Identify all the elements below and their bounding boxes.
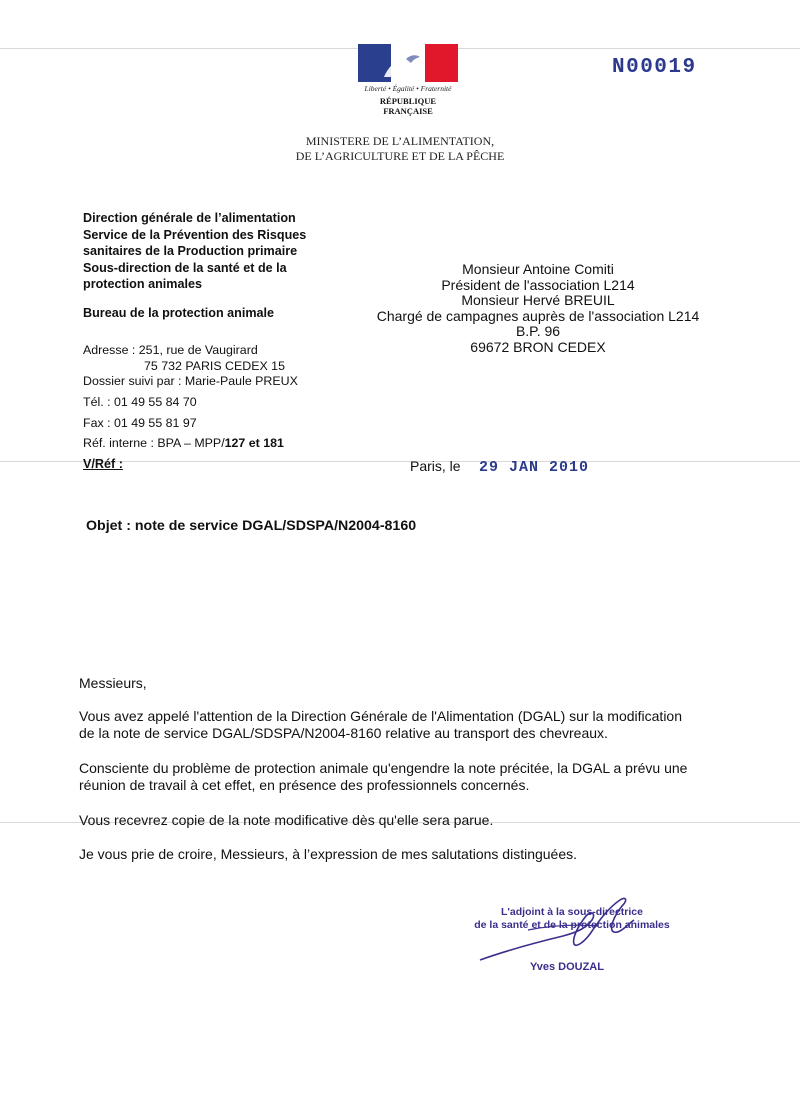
ministry-line: DE L’AGRICULTURE ET DE LA PÊCHE: [295, 149, 505, 163]
sender-line: Direction générale de l’alimentation: [83, 211, 296, 225]
ministry-name: [200, 134, 600, 164]
internal-reference-prefix: Réf. interne : BPA – MPP/: [83, 436, 225, 450]
sender-address-city: 75 732 PARIS CEDEX 15: [144, 359, 285, 373]
internal-reference: [83, 436, 284, 451]
republic-name: RÉPUBLIQUE FRANÇAISE: [379, 96, 437, 116]
recipient-line: Monsieur Antoine Comiti: [462, 261, 614, 277]
signatory-title-line: L'adjoint à la sous-directrice: [501, 906, 643, 918]
your-reference: V/Réf :: [83, 457, 123, 471]
phone-number: Tél. : 01 49 55 84 70: [83, 395, 197, 409]
sender-department: [83, 210, 353, 293]
marianne-logo: [356, 44, 460, 116]
body-line: de la note de service DGAL/SDSPA/N2004-8160 relative au transport des chevreaux.: [79, 724, 608, 741]
body-line: Consciente du problème de protection animale qu'engendre la note précitée, la DGAL a prévu une: [79, 760, 688, 776]
body-paragraph: [79, 708, 739, 741]
recipient-line: Chargé de campagnes auprès de l'association L214: [376, 307, 700, 324]
sender-line: Service de la Prévention des Risques: [83, 227, 307, 242]
fax-number: Fax : 01 49 55 81 97: [83, 416, 197, 430]
recipient-address: [360, 262, 716, 355]
recipient-line: Monsieur Hervé BREUIL: [461, 292, 615, 308]
sender-line: sanitaires de la Production primaire: [83, 244, 298, 259]
sender-line: Sous-direction de la santé et de la: [83, 260, 287, 275]
body-line: réunion de travail à cet effet, en présence des professionnels concernés.: [79, 776, 530, 793]
sender-line: protection animales: [83, 277, 202, 292]
signatory-title-line: de la santé et de la protection animales: [474, 918, 670, 931]
signatory-name: Yves DOUZAL: [530, 961, 604, 973]
case-handler: Dossier suivi par : Marie-Paule PREUX: [83, 374, 298, 388]
subject-line: Objet : note de service DGAL/SDSPA/N2004-8160: [86, 518, 417, 534]
body-line: Vous avez appelé l'attention de la Direction Générale de l'Alimentation (DGAL) sur la modification: [79, 708, 683, 724]
date-place: Paris, le: [410, 458, 461, 474]
recipient-line: B.P. 96: [515, 323, 561, 339]
recipient-line: Président de l'association L214: [441, 276, 635, 293]
recipient-line: 69672 BRON CEDEX: [470, 338, 606, 355]
closing-formula: Je vous prie de croire, Messieurs, à l’expression de mes salutations distinguées.: [79, 846, 578, 862]
sender-address: Adresse : 251, rue de Vaugirard: [83, 343, 258, 357]
sender-bureau: Bureau de la protection animale: [83, 306, 275, 320]
date-stamp: 29 JAN 2010: [479, 459, 590, 476]
tricolor-flag-icon: [358, 44, 458, 82]
internal-reference-numbers: 127 et 181: [224, 436, 284, 450]
body-paragraph: Vous recevrez copie de la note modificative dès qu'elle sera parue.: [79, 812, 494, 828]
document-number-stamp: N00019: [612, 56, 697, 79]
salutation: Messieurs,: [79, 675, 147, 691]
body-paragraph: [79, 760, 739, 793]
republic-motto: Liberté • Égalité • Fraternité: [364, 84, 452, 93]
ministry-line: MINISTERE DE L’ALIMENTATION,: [305, 134, 495, 148]
handwritten-signature: [468, 890, 668, 970]
